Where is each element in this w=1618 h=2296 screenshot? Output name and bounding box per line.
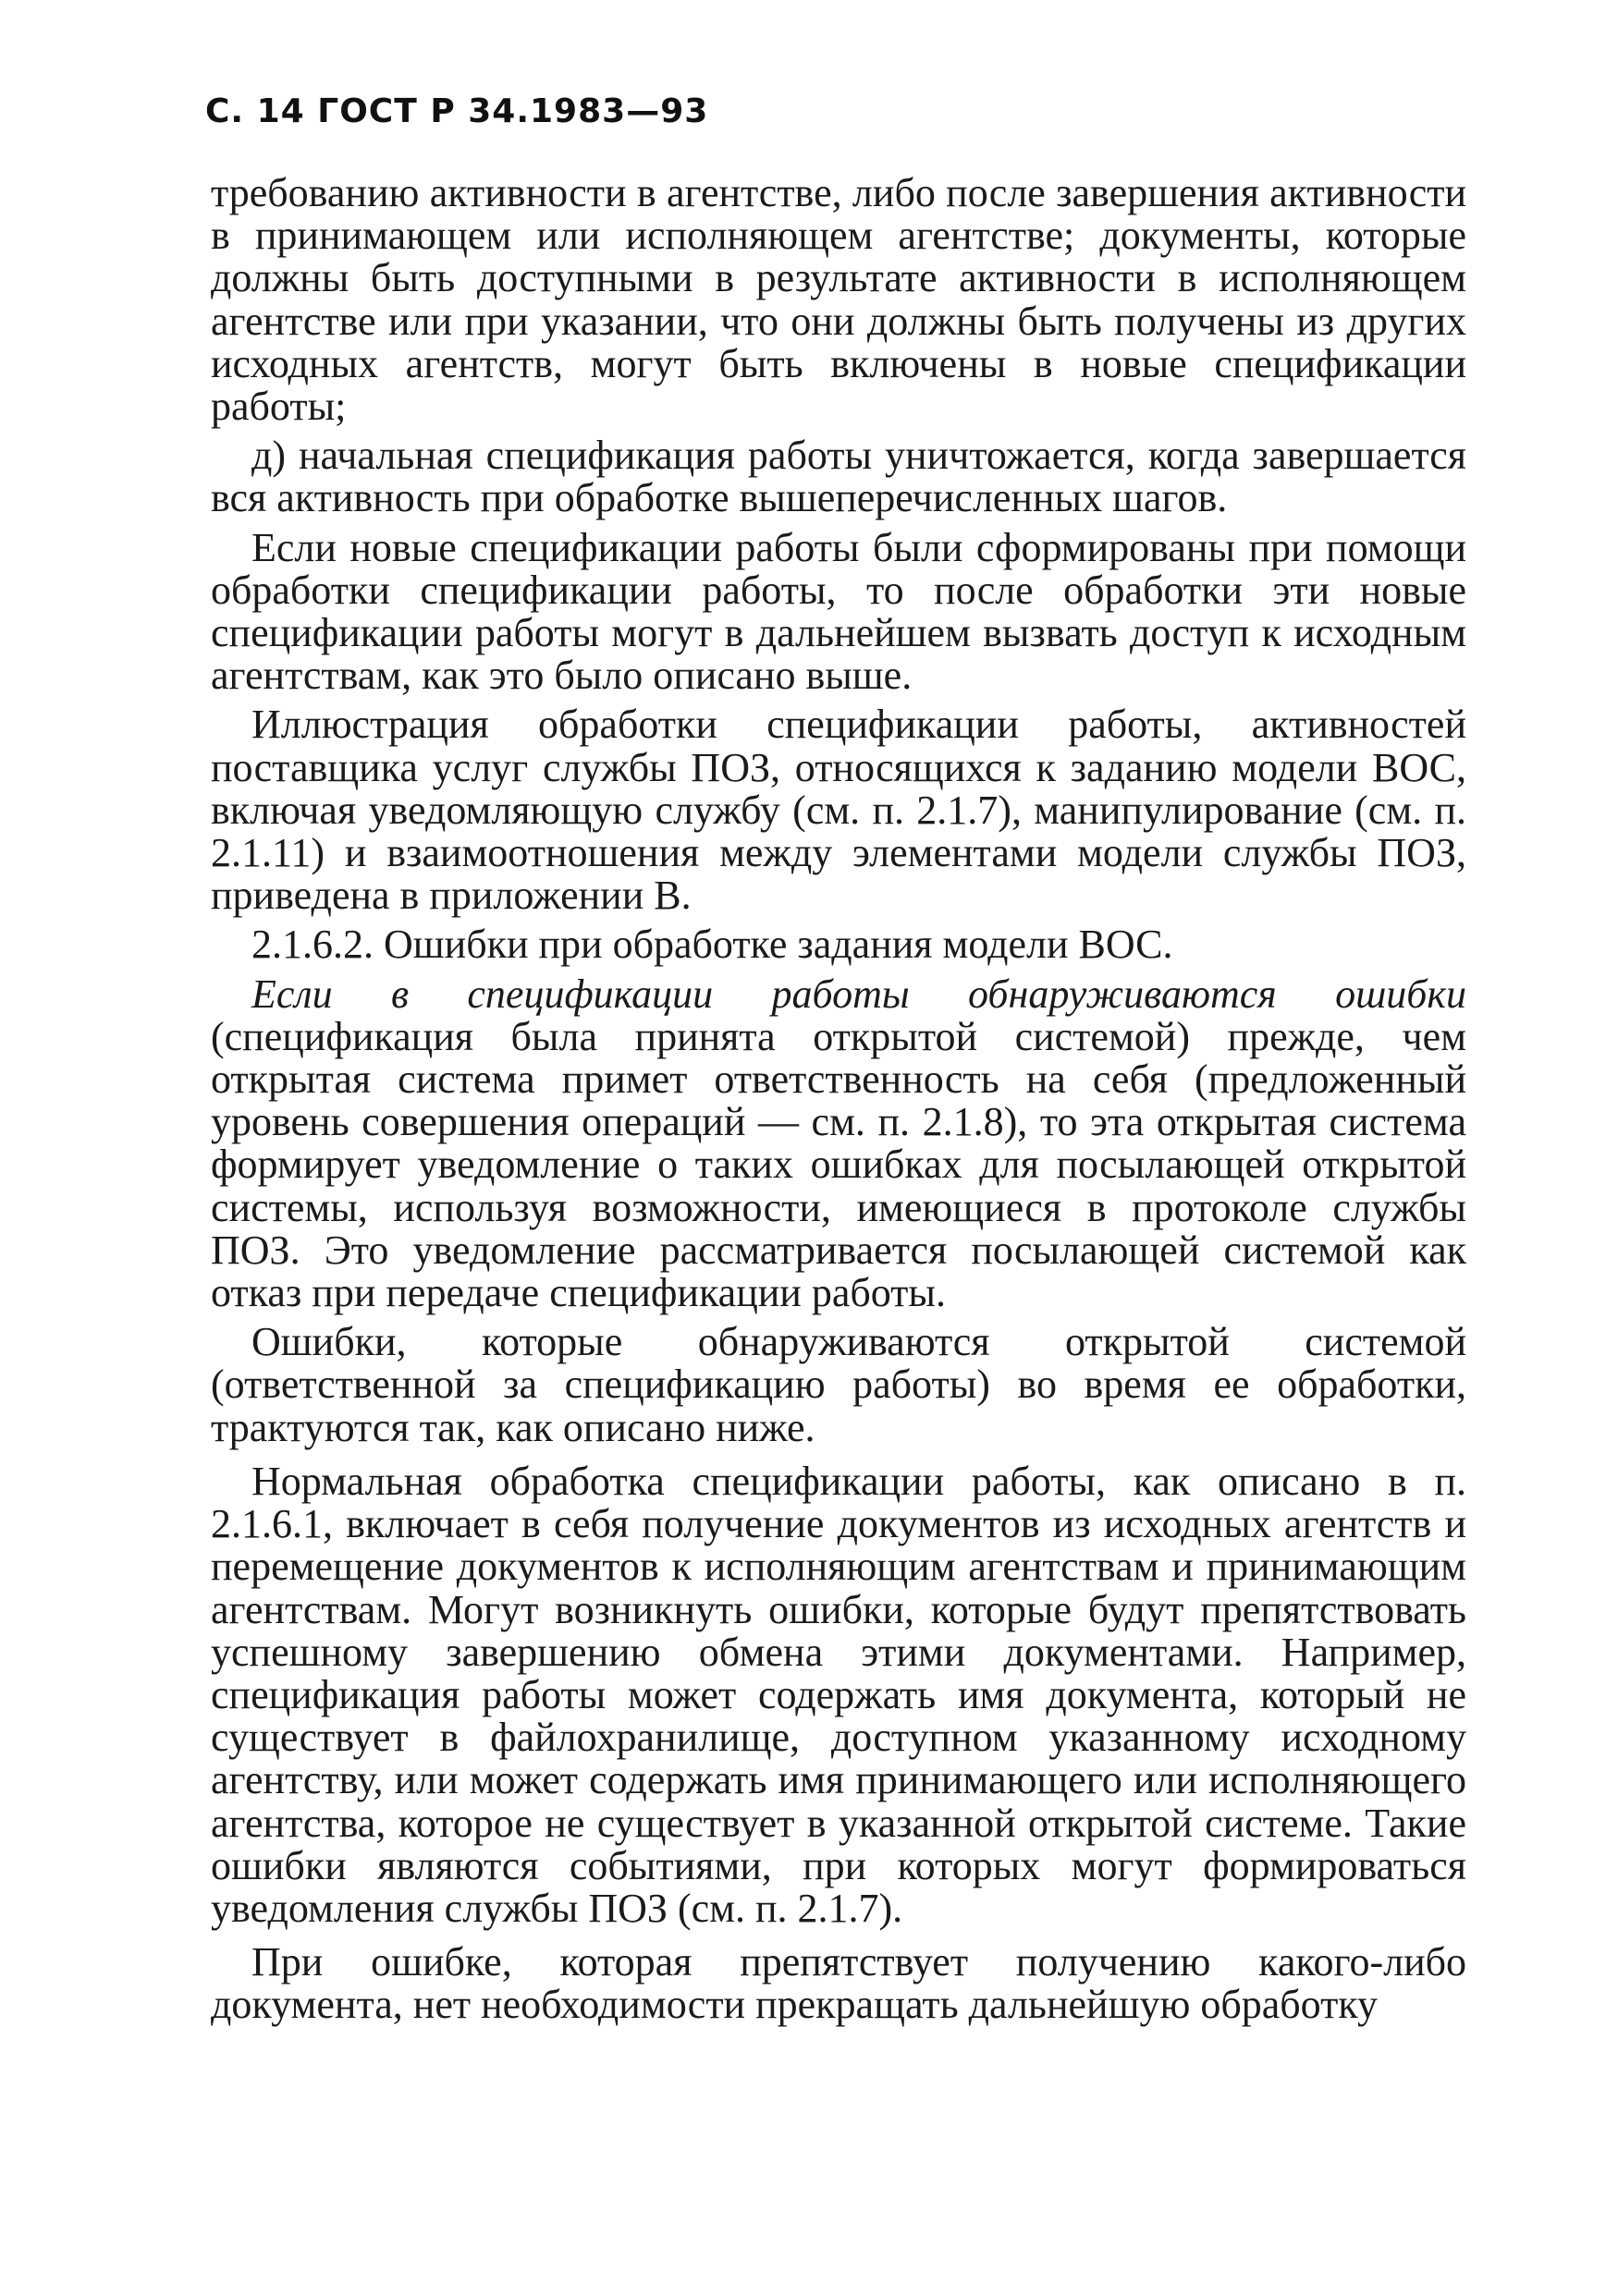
- body-text: [211, 172, 1466, 2033]
- paragraph-new-specs: Если новые спецификации работы были сформированы при помощи обработки спецификации работы, то после обработки эти новые спецификации работы могут в дальнейшем вызвать доступ к исходным агентствам, как это было описано выше.: [211, 524, 1466, 699]
- paragraph-errors-detected: [211, 973, 1466, 1315]
- running-header: С. 14 ГОСТ Р 34.1983—93: [205, 92, 709, 130]
- paragraph-errors-open-system: Ошибки, которые обнаруживаются открытой системой (ответственной за спецификацию работы) во время ее обработки, трактуются так, как описано ниже.: [211, 1319, 1466, 1450]
- paragraph-illustration: Иллюстрация обработки спецификации работы, активностей поставщика услуг службы ПОЗ, относящихся к заданию модели ВОС, включая уведомляющую службу (см. п. 2.1.7), манипулирование (см. п. 2.1.11) и взаимоотношения между элементами модели службы ПОЗ, приведена в приложении В.: [211, 702, 1466, 919]
- paragraph-item-d: д) начальная спецификация работы уничтожается, когда завершается вся активность при обработке вышеперечисленных шагов.: [211, 433, 1466, 521]
- section-heading-2-1-6-2: 2.1.6.2. Ошибки при обработке задания модели ВОС.: [251, 922, 1173, 968]
- paragraph-error-document: При ошибке, которая препятствует получению какого-либо документа, нет необходимости прекращать дальнейшую обработку: [211, 1939, 1466, 2028]
- italic-lead: Если в спецификации работы обнаруживаются ошибки: [251, 971, 1466, 1017]
- paragraph-continuation: требованию активности в агентстве, либо после завершения активности в принимающем или исполняющем агентстве; документы, которые должны быть доступными в результате активности в исполняющем агентстве или при указании, что они должны быть получены из других исходных агентств, могут быть включены в новые спецификации работы;: [211, 170, 1466, 430]
- paragraph-normal-processing: Нормальная обработка спецификации работы, как описано в п. 2.1.6.1, включает в себя получение документов из исходных агентств и перемещение документов к исполняющим агентствам и принимающим агентствам. Могут возникнуть ошибки, которые будут препятствовать успешному завершению обмена этими документами. Например, спецификация работы может содержать имя документа, который не существует в файлохранилище, доступном указанному исходному агентству, или может содержать имя принимающего или исполняющего агентства, которое не существует в указанной открытой системе. Такие ошибки являются событиями, при которых могут формироваться уведомления службы ПОЗ (см. п. 2.1.7).: [211, 1458, 1466, 1931]
- paragraph-errors-detected-rest: (спецификация была принята открытой системой) прежде, чем открытая система примет ответственность на себя (предложенный уровень совершения операций — см. п. 2.1.8), то эта открытая система формирует уведомление о таких ошибках для посылающей открытой системы, используя возможности, имеющиеся в протоколе службы ПОЗ. Это уведомление рассматривается посылающей системой как отказ при передаче спецификации работы.: [211, 1013, 1466, 1316]
